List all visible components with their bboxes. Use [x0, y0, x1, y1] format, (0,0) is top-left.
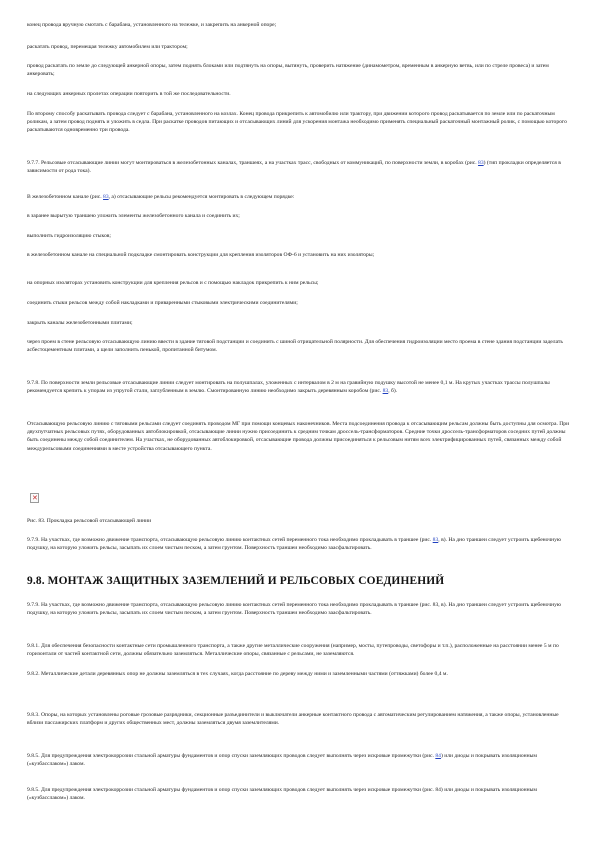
paragraph-18 — [27, 536, 572, 552]
paragraph-9: выполнить гидроизоляцию стыков; — [27, 233, 111, 239]
paragraph-22: 9.8.3. Опоры, на которых установлены роговые грозовые разрядники, секционные разъединители и выключатели анкерные контактного провода с автоматическим регулированием натяжения, а также опоры, установленные вблизи пассажирских платформ и других общественных мест, должны заземляться двумя заземлителями. — [27, 712, 559, 727]
text-7b: , а) отсасывающие рельсы рекомендуется монтировать в следующем порядке: — [108, 194, 295, 200]
figure-83-link[interactable]: 83 — [432, 537, 439, 543]
figure-84-link[interactable]: 84 — [435, 753, 441, 759]
paragraph-19: 9.7.9. На участках, где возможно движение транспорта, отсасывающую рельсовую линию контактных сетей переменного тока необходимо прокладывать в траншее (рис. 83, в). На дно траншеи следует устроить щебеночную подушку, на которую уложить рельсы, засыпать их слоем чистым песком, а затем грунтом. Поверхность траншеи необходимо заасфальтировать. — [27, 602, 562, 617]
paragraph-20: 9.8.1. Для обеспечения безопасности контактные сети промышленного транспорта, а также другие металлические сооружения (например, мосты, путепроводы, светофоры и т.п.), расположенные на расстоянии менее 5 м по горизонтали от частей контактной сети, должны обязательно заземляться. Металлические опоры, связанные с рельсами, не заземляются. — [27, 643, 559, 658]
text-15b: , б). — [388, 388, 398, 395]
paragraph-2: раскатать провод, перемещая тележку автомобилем или трактором; — [27, 44, 188, 50]
paragraph-8: в заранее вырытую траншею уложить элементы железобетонного канала и соединить их; — [27, 213, 240, 219]
figure-83-link[interactable]: 83 — [103, 194, 109, 200]
text-6a: 9.7.7. Рельсовые отсасывающие линии могут монтироваться в железобетонных каналах, траншеях, а на участках трасс, свободных от коммуникаций, по поверхности земли, в коробах (рис. — [27, 160, 479, 166]
paragraph-21: 9.8.2. Металлические детали деревянных опор не должны заземляться в тех случаях, когда расстояние по дереву между ними и заземленными частями (оттяжками) более 0,4 м. — [27, 671, 448, 677]
paragraph-13: закрыть каналы железобетонными плитами; — [27, 320, 133, 326]
paragraph-3: провод раскатать по земле до следующей анкерной опоры, затем поднять блоками или подтянуть на опоры, вытянуть, проверить натяжение (динамометром, временным в анкерную ветвь, или по стреле провеса) и затем анкеровать; — [27, 63, 549, 78]
paragraph-23 — [27, 752, 572, 768]
section-heading: 9.8. МОНТАЖ ЗАЩИТНЫХ ЗАЗЕМЛЕНИЙ И РЕЛЬСОВЫХ СОЕДИНЕНИЙ — [27, 575, 445, 587]
broken-image-icon: ✕ — [32, 494, 38, 502]
text-18a: 9.7.9. На участках, где возможно движение транспорта, отсасывающую рельсовую линию контактных сетей переменного тока необходимо прокладывать в траншее (рис. — [27, 537, 433, 543]
paragraph-7 — [27, 193, 572, 201]
paragraph-1: конец провода вручную смотать с барабана, установленного на тележке, и закрепить на анкерной опоре; — [27, 22, 277, 28]
paragraph-6 — [27, 159, 572, 175]
paragraph-15 — [27, 379, 572, 395]
paragraph-16: Отсасывающую рельсовую линию с тяговыми рельсами следует соединять проводом МГ при помощи концевых наконечников. Места подсоединения провода к отсасывающим рельсам должны быть доступны для осмотра. При двухпутчатных рельсовых путях, оборудованных автоблокировкой, отсасывающие линии нужно присоединить к средним точкам дроссель-трансформаторов. Средние точки дроссель-трансформаторов соседних путей должны быть соединены между собой соединителем. На участках, не оборудованных автоблокировкой, отсасывающие провода должны присоединяться к рельсовым нитям всех электрифицированных путей, связанных между собой междурельсовыми соединениями в месте устройства отсасывающего пункта. — [27, 421, 570, 452]
figure-83-link[interactable]: 83 — [478, 160, 484, 166]
text-23b: ) или диоды и покрывать изоляционным («кузбасслаком») лаком. — [27, 753, 537, 768]
paragraph-11: на опорных изоляторах установить конструкции для крепления рельсов и с помощью накладок прикрепить к ним рельсы; — [27, 280, 319, 286]
paragraph-14: через проем в стене рельсовую отсасывающую линию ввести в здание тяговой подстанции и соединить с шиной отрицательной полярности. Для обеспечения гидроизоляции место проема в стене здания подстанции заделать асбестоцементным плитами, а щели заполнить пенькой, пропитанной битумом. — [27, 339, 563, 354]
text-23a: 9.8.5. Для предупреждения электрокоррозии стальной арматуры фундаментов и опор спуски заземляющих проводов следует выполнять через искровые промежутки (рис. — [27, 753, 436, 759]
text-15a: 9.7.8. По поверхности земли рельсовые отсасывающие линии следует монтировать на полушпалах, уложенных с интервалом в 2 м на гравийную подушку высотой не менее 0,1 м. На крутых участках трассы полушпалы рекомендуется крепить к упорам из упругой стали, заглубленным в землю. Смонтированную линию необходимо закрыть деревянным коробом (рис. — [27, 380, 550, 395]
text-7a: В железобетонном канале (рис. — [27, 194, 104, 200]
paragraph-5: По второму способу раскатывать провода следует с барабана, установленного на козлах. Конец провода прикрепить к автомобилю или трактору, при движении которого провод раскатывается по земле или по раскаточным роликам, а затем провод поднять и уложить в седла. При раскатке проводов питающих и отсасывающих линий для ускорения монтажа необходимо применять специальный раскаточный монтажный ролик, с помощью которого раскатываются одновременно три провода. — [27, 111, 567, 134]
figure-83-link[interactable]: 83 — [382, 388, 389, 395]
paragraph-10: в железобетонном канале на специальной подкладке смонтировать конструкции для крепления изоляторов ОФ-6 и установить на них изоляторы; — [27, 252, 375, 258]
text-6b: ) (тип прокладки определяется в зависимости от рода тока). — [27, 160, 561, 175]
figure-caption: Рис. 83. Прокладка рельсовой отсасывающей линии — [27, 518, 152, 524]
paragraph-12: соединить стыки рельсов между собой накладками и приваренными стыковыми электрическими соединителями; — [27, 300, 298, 306]
paragraph-24: 9.8.5. Для предупреждения электрокоррозии стальной арматуры фундаментов и опор спуски заземляющих проводов следует выполнять через искровые промежутки (рис. 84) или диоды и покрывать изоляционным («кузбасслаком») лаком. — [27, 787, 537, 802]
text-18b: , в). На дно траншеи следует устроить щебеночную подушку, на которую уложить рельсы, засыпать их слоем чистым песком, а затем грунтом. Поверхность траншеи необходимо заасфальтировать. — [27, 537, 562, 552]
paragraph-4: на следующих анкерных пролетах операции повторить в той же последовательности. — [27, 91, 231, 97]
